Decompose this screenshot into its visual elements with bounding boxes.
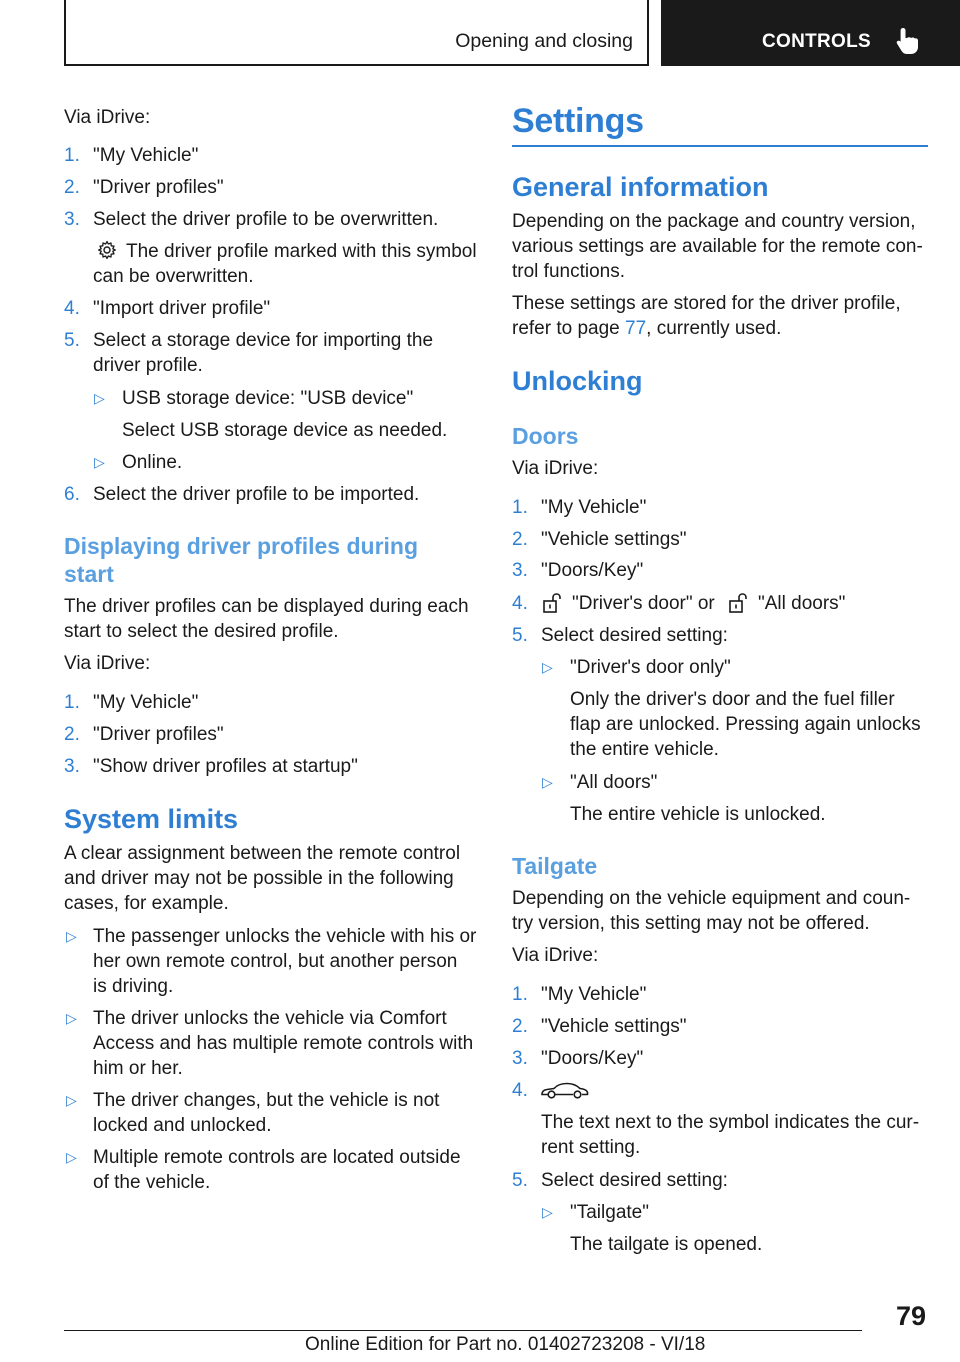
paragraph: start to select the desired profile.	[64, 621, 339, 642]
step-text: "Doors/Key"	[541, 560, 644, 581]
step-number: 2.	[512, 1016, 528, 1037]
heading-tailgate: Tailgate	[512, 853, 598, 879]
step-number: 1.	[512, 497, 528, 518]
step-text: "Driver profiles"	[93, 724, 224, 745]
step-number: 2.	[64, 724, 80, 745]
footer-edition: Online Edition for Part no. 01402723208 - VI/18	[305, 1334, 706, 1355]
page-number: 79	[896, 1301, 927, 1331]
bullet-triangle-icon: ▷	[66, 1149, 77, 1165]
step-note: The driver profile marked with this symbol	[126, 241, 477, 262]
header-chapter-tab	[661, 0, 960, 66]
bullet-triangle-icon: ▷	[542, 774, 553, 790]
step-number: 4.	[512, 593, 528, 614]
paragraph: refer to page 77, currently used.	[512, 318, 782, 339]
step-text: "Driver profiles"	[93, 177, 224, 198]
bullet-text: Access and has multiple remote controls with	[93, 1033, 474, 1054]
pointing-hand-icon	[894, 26, 920, 56]
step-text: rent setting.	[541, 1137, 641, 1158]
step-number: 3.	[64, 209, 80, 230]
bullet-text: The driver unlocks the vehicle via Comfort	[93, 1008, 447, 1029]
step-text: "Driver's door" or	[572, 593, 715, 614]
step-text: "Doors/Key"	[541, 1048, 644, 1069]
bullet-note: flap are unlocked. Pressing again unlocks	[570, 714, 921, 735]
paragraph: These settings are stored for the driver profile,	[512, 293, 901, 314]
step-text: driver profile.	[93, 355, 203, 376]
header-section-title: Opening and closing	[455, 30, 633, 52]
heading-displaying-profiles: Displaying driver profiles during start	[64, 533, 419, 587]
bullet-note: Select USB storage device as needed.	[122, 420, 448, 441]
bullet-note: the entire vehicle.	[570, 739, 719, 760]
unlock-icon	[728, 592, 748, 614]
bullet-triangle-icon: ▷	[542, 1204, 553, 1220]
footer-rule	[64, 1330, 862, 1331]
step-text: "My Vehicle"	[93, 145, 199, 166]
bullet-text: The passenger unlocks the vehicle with his or	[93, 926, 477, 947]
step-number: 1.	[64, 692, 80, 713]
bullet-triangle-icon: ▷	[66, 1092, 77, 1108]
heading-system-limits: System limits	[64, 804, 239, 834]
step-number: 3.	[64, 756, 80, 777]
step-number: 4.	[512, 1080, 528, 1101]
bullet-text: Multiple remote controls are located outside	[93, 1147, 461, 1168]
gear-icon	[97, 240, 117, 260]
via-idrive-label: Via iDrive:	[64, 107, 151, 128]
step-text: "Show driver profiles at startup"	[93, 756, 358, 777]
bullet-triangle-icon: ▷	[66, 1010, 77, 1026]
step-note: can be overwritten.	[93, 266, 254, 287]
bullet-text: USB storage device: "USB device"	[122, 388, 414, 409]
paragraph: cases, for example.	[64, 893, 229, 914]
step-number: 1.	[64, 145, 80, 166]
bullet-text: "Driver's door only"	[570, 657, 731, 678]
bullet-triangle-icon: ▷	[94, 454, 105, 470]
step-text: Select desired setting:	[541, 1170, 728, 1191]
bullet-triangle-icon: ▷	[542, 659, 553, 675]
step-number: 3.	[512, 560, 528, 581]
paragraph: The driver profiles can be displayed during each	[64, 596, 469, 617]
heading-rule	[512, 145, 928, 147]
bullet-text: is driving.	[93, 976, 174, 997]
step-text: Select a storage device for importing the	[93, 330, 434, 351]
heading-general-information: General information	[512, 172, 769, 202]
bullet-text: of the vehicle.	[93, 1172, 211, 1193]
bullet-text: locked and unlocked.	[93, 1115, 272, 1136]
via-idrive-label: Via iDrive:	[512, 458, 599, 479]
via-idrive-label: Via iDrive:	[512, 945, 599, 966]
step-text: "Import driver profile"	[93, 298, 271, 319]
header-chapter-title: CONTROLS	[762, 31, 872, 52]
step-number: 4.	[64, 298, 80, 319]
bullet-triangle-icon: ▷	[94, 390, 105, 406]
bullet-triangle-icon: ▷	[66, 928, 77, 944]
step-number: 5.	[512, 1170, 528, 1191]
step-number: 5.	[64, 330, 80, 351]
step-number: 5.	[512, 625, 528, 646]
step-text: "All doors"	[758, 593, 846, 614]
paragraph: and driver may not be possible in the following	[64, 868, 454, 889]
step-number: 6.	[64, 484, 80, 505]
paragraph: Depending on the vehicle equipment and coun-	[512, 888, 911, 909]
paragraph: trol functions.	[512, 261, 625, 282]
heading-doors: Doors	[512, 423, 579, 449]
paragraph: try version, this setting may not be offered.	[512, 913, 870, 934]
paragraph: various settings are available for the remote con-	[512, 236, 923, 257]
header-section-box	[64, 0, 649, 66]
page-link[interactable]: 77	[625, 318, 647, 339]
paragraph: A clear assignment between the remote control	[64, 843, 461, 864]
bullet-note: The entire vehicle is unlocked.	[570, 804, 826, 825]
step-text: "My Vehicle"	[541, 984, 647, 1005]
step-number: 1.	[512, 984, 528, 1005]
bullet-note: The tailgate is opened.	[570, 1234, 763, 1255]
bullet-text: Online.	[122, 452, 183, 473]
step-text: "My Vehicle"	[541, 497, 647, 518]
step-number: 3.	[512, 1048, 528, 1069]
unlock-icon	[542, 592, 562, 614]
step-text: Select the driver profile to be overwritten.	[93, 209, 439, 230]
step-text: Select desired setting:	[541, 625, 728, 646]
step-text: "Vehicle settings"	[541, 1016, 687, 1037]
step-text: Select the driver profile to be imported.	[93, 484, 420, 505]
via-idrive-label: Via iDrive:	[64, 653, 151, 674]
bullet-text: "All doors"	[570, 772, 658, 793]
step-number: 2.	[64, 177, 80, 198]
bullet-text: The driver changes, but the vehicle is not	[93, 1090, 440, 1111]
paragraph: Depending on the package and country version,	[512, 211, 916, 232]
bullet-note: Only the driver's door and the fuel filler	[570, 689, 895, 710]
bullet-text: "Tailgate"	[570, 1202, 649, 1223]
step-text: "My Vehicle"	[93, 692, 199, 713]
step-text: "Vehicle settings"	[541, 529, 687, 550]
bullet-text: her own remote control, but another person	[93, 951, 458, 972]
car-icon	[540, 1080, 590, 1100]
step-text: The text next to the symbol indicates the cur-	[541, 1112, 920, 1133]
step-number: 2.	[512, 529, 528, 550]
heading-settings: Settings	[512, 102, 644, 140]
bullet-text: him or her.	[93, 1058, 183, 1079]
heading-unlocking: Unlocking	[512, 366, 643, 396]
